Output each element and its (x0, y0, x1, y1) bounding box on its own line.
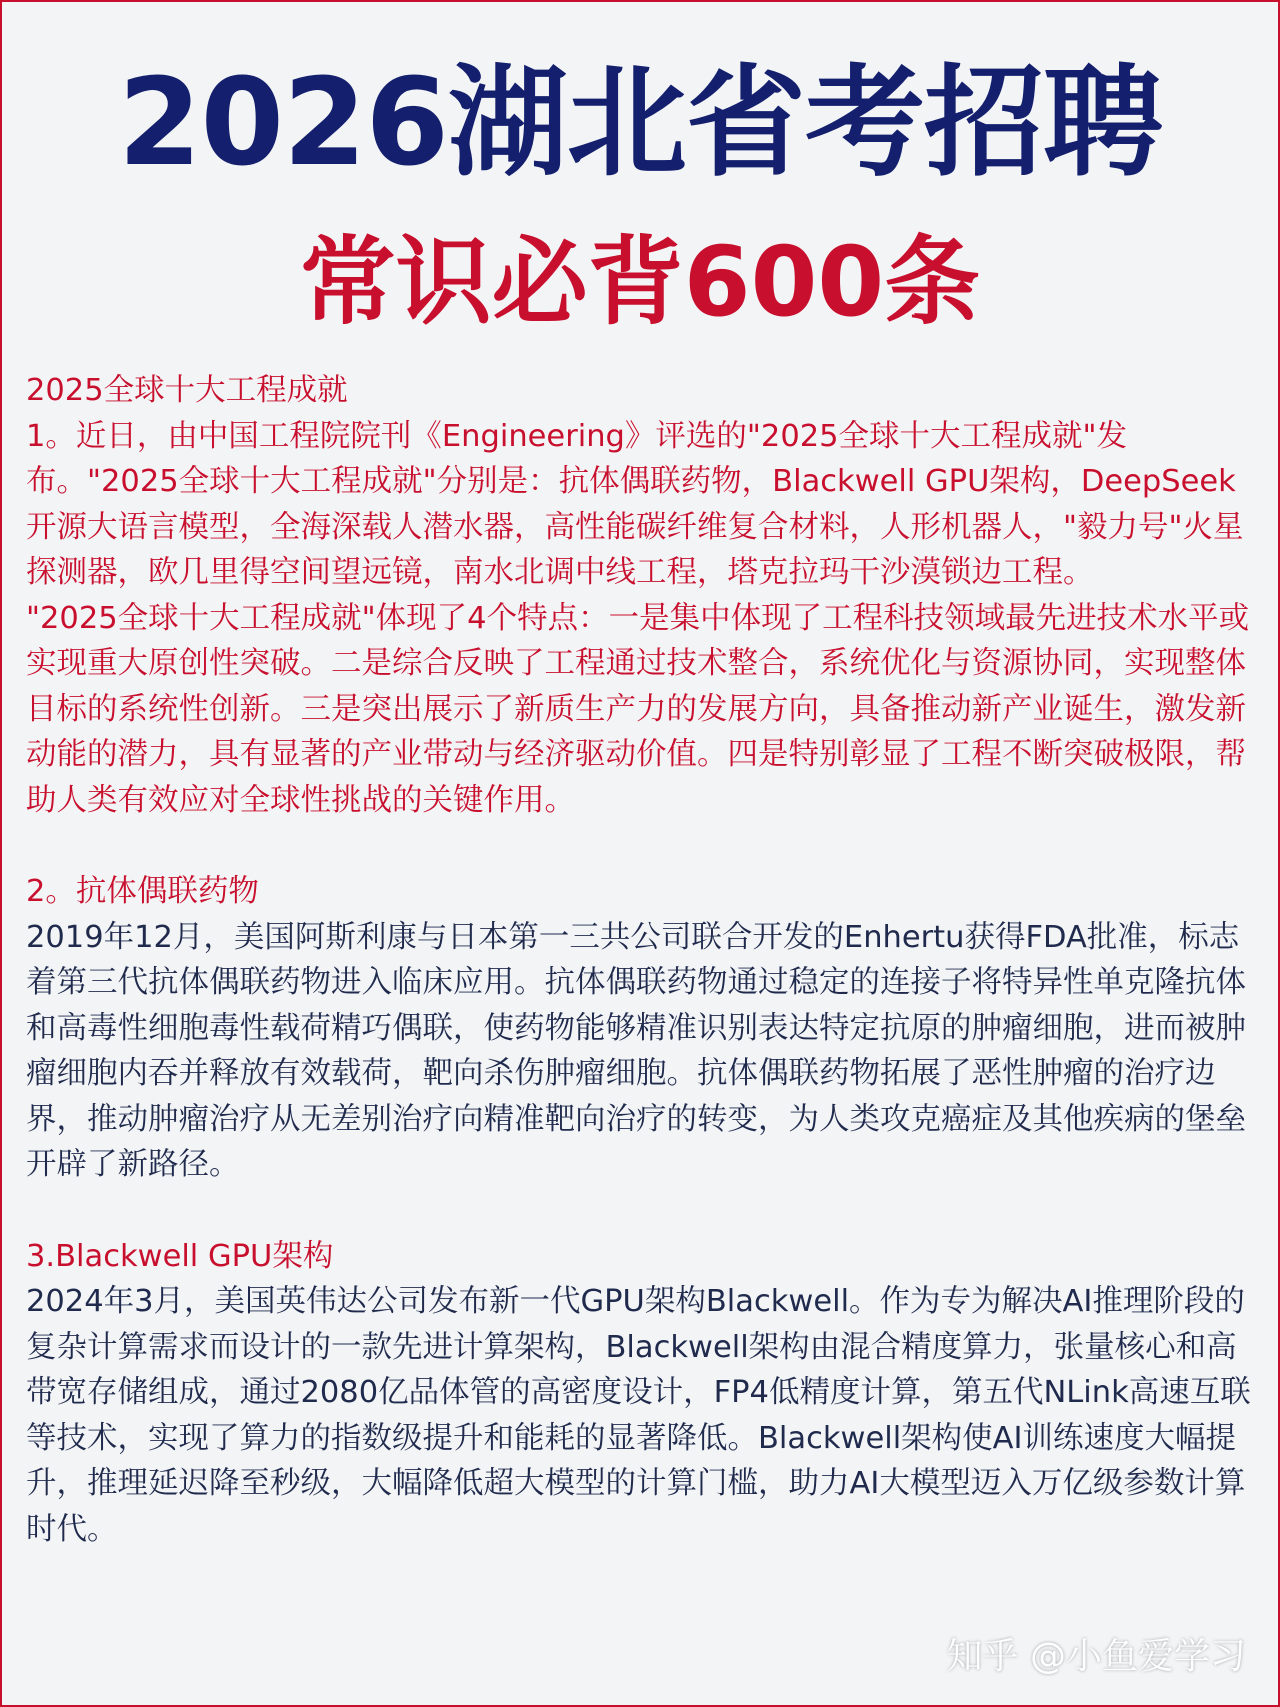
section1-paragraph1: 1。近日，由中国工程院院刊《Engineering》评选的"2025全球十大工程成就"发布。"2025全球十大工程成就"分别是：抗体偶联药物，Blackwell GPU架构，DeepSeek开源大语言模型，全海深载人潜水器，高性能碳纤维复合材料，人形机器人，"毅力号"火星探测器，欧几里得空间望远镜，南水北调中线工程，塔克拉玛干沙漠锁边工程。 (26, 418, 1244, 590)
watermark: 知乎 @小鱼爱学习 (946, 1636, 1246, 1677)
page-title: 2026湖北省考招聘 (118, 54, 1162, 193)
article-body (26, 368, 1258, 1552)
section-spacer (26, 823, 1258, 869)
section2-heading: 2。抗体偶联药物 (26, 874, 259, 909)
section1-paragraph2: "2025全球十大工程成就"体现了4个特点：一是集中体现了工程科技领域最先进技术水平或实现重大原创性突破。二是综合反映了工程通过技术整合，系统优化与资源协同，实现整体目标的系统性创新。三是突出展示了新质生产力的发展方向，具备推动新产业诞生，激发新动能的潜力，具有显著的产业带动与经济驱动价值。四是特别彰显了工程不断突破极限，帮助人类有效应对全球性挑战的关键作用。 (26, 600, 1250, 818)
section1-heading: 2025全球十大工程成就 (26, 373, 348, 408)
section-spacer (26, 1188, 1258, 1234)
section3-heading: 3.Blackwell GPU架构 (26, 1238, 334, 1274)
section3-body: 2024年3月，美国英伟达公司发布新一代GPU架构Blackwell。作为专为解决AI推理阶段的复杂计算需求而设计的一款先进计算架构，Blackwell架构由混合精度算力，张量核心和高带宽存储组成，通过2080亿品体管的高密度设计，FP4低精度计算，第五代NLink高速互联等技术，实现了算力的指数级提升和能耗的显著降低。Blackwell架构使AI训练速度大幅提升，推理延迟降至秒级，大幅降低超大模型的计算门槛，助力AI大模型迈入万亿级参数计算时代。 (26, 1284, 1251, 1547)
page-subtitle: 常识必背600条 (299, 226, 981, 338)
section2-body: 2019年12月，美国阿斯利康与日本第一三共公司联合开发的Enhertu获得FDA批准，标志着第三代抗体偶联药物进入临床应用。抗体偶联药物通过稳定的连接子将特异性单克隆抗体和高毒性细胞毒性载荷精巧偶联，使药物能够精准识别表达特定抗原的肿瘤细胞，进而被肿瘤细胞内吞并释放有效载荷，靶向杀伤肿瘤细胞。抗体偶联药物拓展了恶性肿瘤的治疗边界，推动肿瘤治疗从无差别治疗向精准靶向治疗的转变，为人类攻克癌症及其他疾病的堡垒开辟了新路径。 (26, 919, 1246, 1182)
